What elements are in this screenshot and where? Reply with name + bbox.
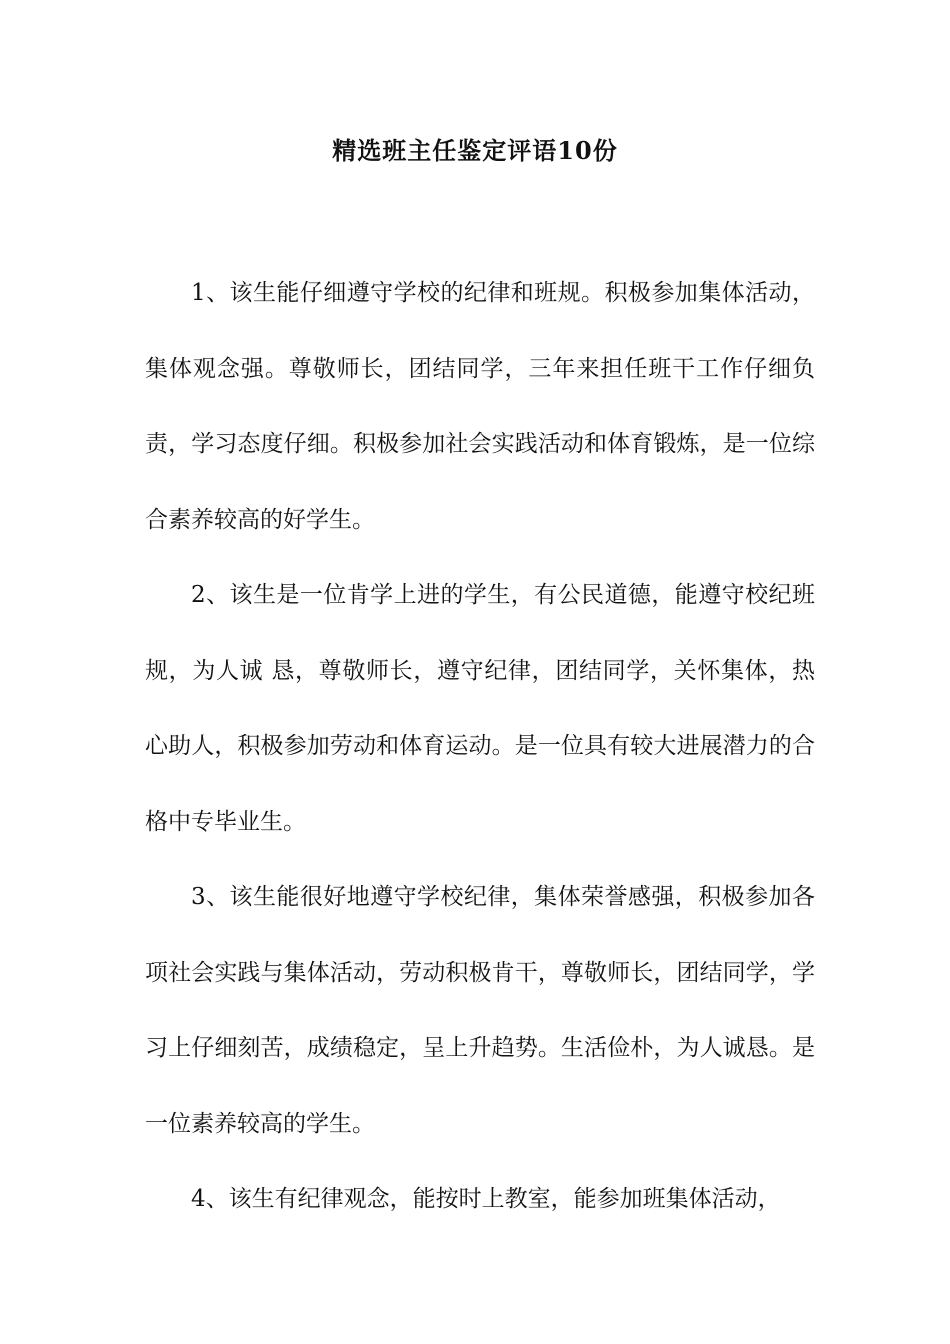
comment-paragraph-2: 2、该生是一位肯学上进的学生，有公民道德，能遵守校纪班规，为人诚 恳，尊敬师长，遵守纪律，团结同学，关怀集体，热心助人，积极参加劳动和体育运动。是一位具有较大进展潜力的合格中专毕业生。 [145,582,815,835]
comment-paragraph-4: 4、该生有纪律观念，能按时上教室，能参加班集体活动， [191,1186,781,1212]
comment-paragraph-3: 3、该生能很好地遵守学校纪律，集体荣誉感强，积极参加各项社会实践与集体活动，劳动积极肯干，尊敬师长，团结同学，学习上仔细刻苦，成绩稳定，呈上升趋势。生活俭朴，为人诚恳。是一位素养较高的学生。 [145,884,815,1137]
comment-paragraph-1: 1、该生能仔细遵守学校的纪律和班规。积极参加集体活动，集体观念强。尊敬师长，团结同学，三年来担任班干工作仔细负责，学习态度仔细。积极参加社会实践活动和体育锻炼，是一位综合素养较高的好学生。 [145,280,815,533]
document-body [145,256,815,1238]
document-title: 精选班主任鉴定评语10份 [332,136,618,165]
